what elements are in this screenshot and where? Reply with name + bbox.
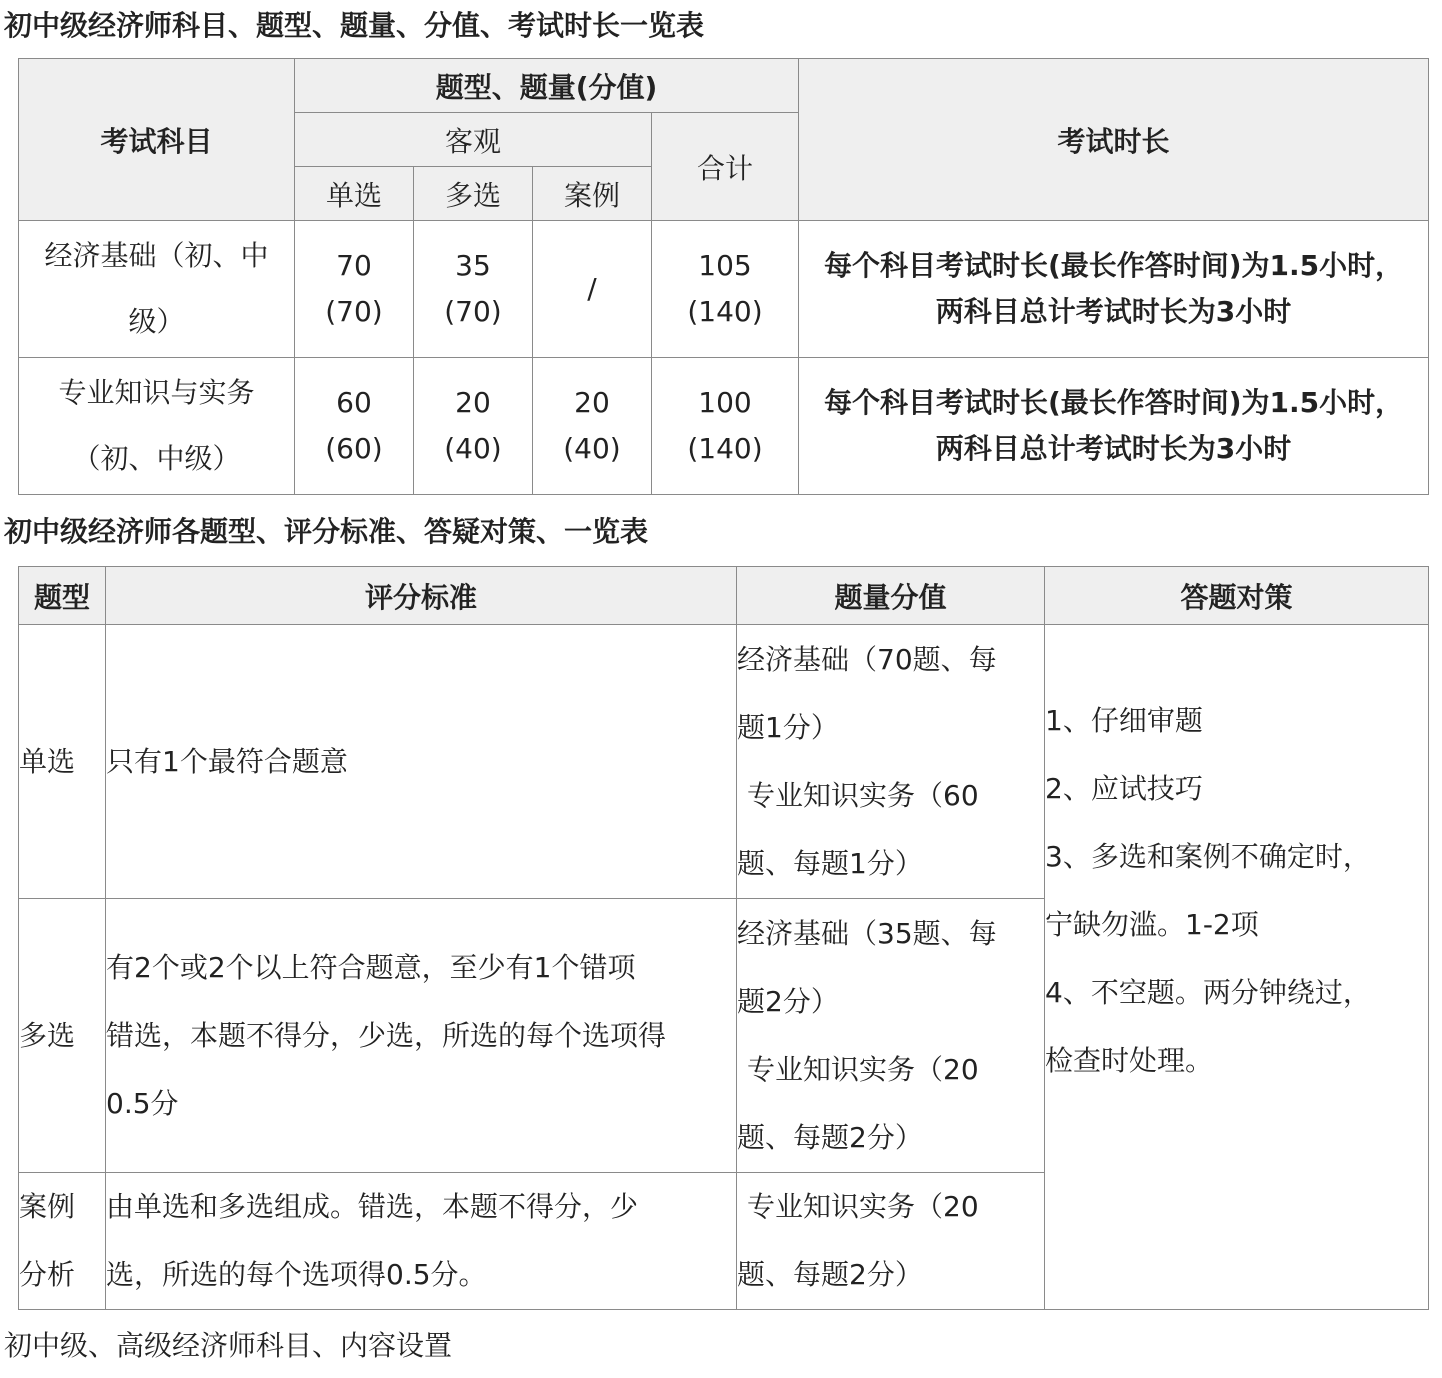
strategy-line: 3、多选和案例不确定时， xyxy=(1045,840,1371,873)
quantity-line: 题2分） xyxy=(737,984,839,1018)
score-value: (40) xyxy=(444,432,502,465)
multiple-cell xyxy=(414,358,533,495)
header-total: 合计 xyxy=(652,113,799,221)
quantity-cell xyxy=(737,899,1045,1173)
quantity-line: 题、每题2分） xyxy=(737,1120,923,1154)
table1-title: 初中级经济师科目、题型、题量、分值、考试时长一览表 xyxy=(4,9,705,42)
table-row xyxy=(19,358,1429,495)
header-objective: 客观 xyxy=(295,113,652,167)
duration-cell xyxy=(799,221,1429,358)
subject-cell xyxy=(19,358,295,495)
subject-line: （初、中级） xyxy=(72,442,241,475)
subject-line: 级） xyxy=(128,305,185,338)
header-quantity: 题量分值 xyxy=(737,567,1045,625)
quantity-line: 经济基础（35题、每 xyxy=(737,916,997,950)
criteria-cell: 只有1个最符合题意 xyxy=(106,625,737,899)
type-cell: 单选 xyxy=(19,625,106,899)
duration-line: 每个科目考试时长(最长作答时间)为1.5小时， xyxy=(823,249,1404,282)
strategy-line: 2、应试技巧 xyxy=(1045,772,1203,805)
duration-line: 两科目总计考试时长为3小时 xyxy=(935,295,1292,328)
subject-line: 经济基础（初、中 xyxy=(44,239,269,272)
case-value: / xyxy=(587,272,597,305)
duration-cell xyxy=(799,358,1429,495)
total-cell xyxy=(652,221,799,358)
score-value: (40) xyxy=(563,432,621,465)
duration-line: 两科目总计考试时长为3小时 xyxy=(935,432,1292,465)
quantity-line: 专业知识实务（20 xyxy=(747,1052,979,1086)
header-subject: 考试科目 xyxy=(19,59,295,221)
header-criteria: 评分标准 xyxy=(106,567,737,625)
quantity-line: 题、每题2分） xyxy=(737,1258,923,1291)
quantity-line: 题、每题1分） xyxy=(737,846,923,880)
header-duration: 考试时长 xyxy=(799,59,1429,221)
count-value: 60 xyxy=(336,386,372,419)
header-multiple: 多选 xyxy=(414,167,533,221)
criteria-line: 选，所选的每个选项得0.5分。 xyxy=(106,1258,487,1291)
table-row xyxy=(19,221,1429,358)
header-case: 案例 xyxy=(533,167,652,221)
table2-title: 初中级经济师各题型、评分标准、答疑对策、一览表 xyxy=(4,515,649,548)
criteria-line: 0.5分 xyxy=(106,1086,179,1120)
table-row xyxy=(19,625,1429,899)
count-value: 70 xyxy=(336,249,372,282)
quantity-line: 专业知识实务（60 xyxy=(747,778,979,812)
type-line: 案例 xyxy=(19,1190,76,1223)
type-cell: 多选 xyxy=(19,899,106,1173)
quantity-line: 题1分） xyxy=(737,710,839,744)
count-value: 100 xyxy=(698,386,752,419)
exam-subjects-table xyxy=(18,58,1429,495)
subject-cell xyxy=(19,221,295,358)
quantity-cell xyxy=(737,1173,1045,1310)
multiple-cell xyxy=(414,221,533,358)
question-types-table xyxy=(18,566,1429,1310)
single-cell xyxy=(295,221,414,358)
criteria-line: 由单选和多选组成。错选，本题不得分，少 xyxy=(106,1190,639,1223)
subject-line: 专业知识与实务 xyxy=(58,376,255,409)
count-value: 20 xyxy=(574,386,610,419)
score-value: (70) xyxy=(325,295,383,328)
header-type: 题型 xyxy=(19,567,106,625)
score-value: (60) xyxy=(325,432,383,465)
count-value: 105 xyxy=(698,249,752,282)
footer-text: 初中级、高级经济师科目、内容设置 xyxy=(4,1329,453,1362)
strategy-cell xyxy=(1045,625,1429,1310)
header-question-type-group: 题型、题量(分值) xyxy=(295,59,799,113)
type-cell xyxy=(19,1173,106,1310)
strategy-line: 4、不空题。两分钟绕过， xyxy=(1045,976,1371,1009)
type-line: 分析 xyxy=(19,1258,76,1291)
quantity-line: 经济基础（70题、每 xyxy=(737,642,997,676)
score-value: (140) xyxy=(687,295,763,328)
header-strategy: 答题对策 xyxy=(1045,567,1429,625)
case-cell xyxy=(533,221,652,358)
score-value: (140) xyxy=(687,432,763,465)
quantity-line: 专业知识实务（20 xyxy=(747,1190,979,1223)
strategy-line: 检查时处理。 xyxy=(1045,1044,1214,1077)
score-value: (70) xyxy=(444,295,502,328)
criteria-line: 错选，本题不得分，少选，所选的每个选项得 xyxy=(106,1018,667,1052)
criteria-cell xyxy=(106,899,737,1173)
case-cell xyxy=(533,358,652,495)
single-cell xyxy=(295,358,414,495)
strategy-line: 1、仔细审题 xyxy=(1045,704,1203,737)
total-cell xyxy=(652,358,799,495)
count-value: 35 xyxy=(455,249,491,282)
quantity-cell xyxy=(737,625,1045,899)
header-single: 单选 xyxy=(295,167,414,221)
duration-line: 每个科目考试时长(最长作答时间)为1.5小时， xyxy=(823,386,1404,419)
criteria-line: 有2个或2个以上符合题意，至少有1个错项 xyxy=(106,950,636,984)
strategy-line: 宁缺勿滥。1-2项 xyxy=(1045,908,1259,941)
criteria-cell xyxy=(106,1173,737,1310)
count-value: 20 xyxy=(455,386,491,419)
